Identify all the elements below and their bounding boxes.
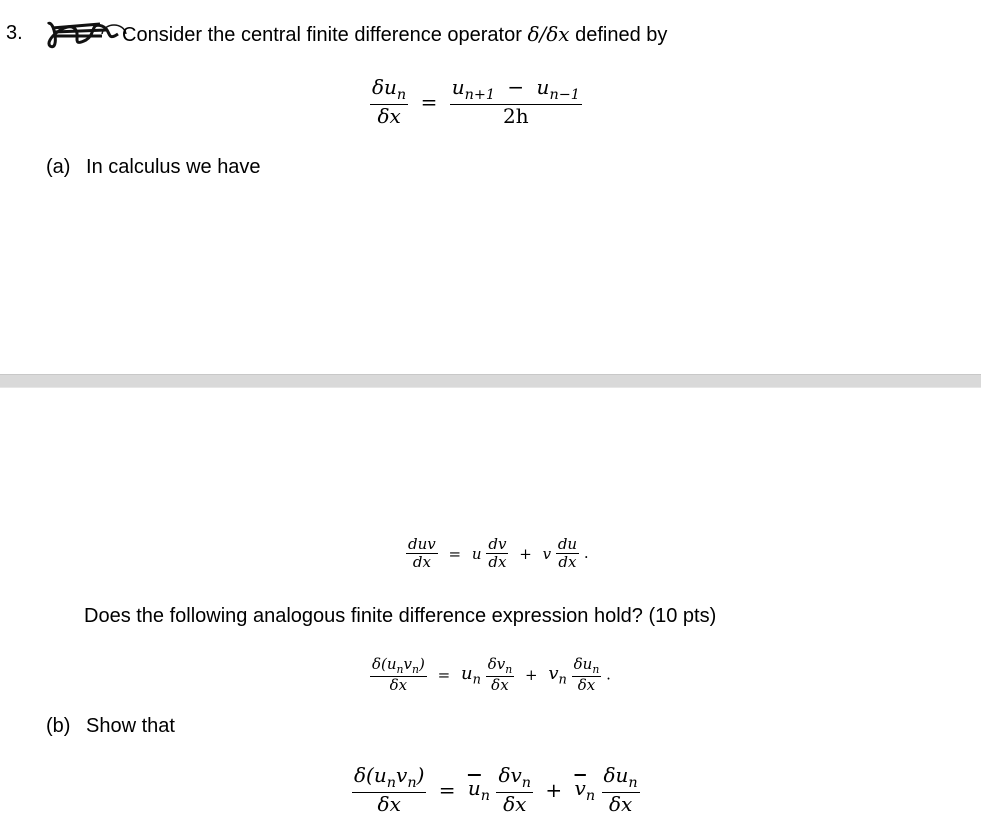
operator-symbol: δ/δx [527, 22, 570, 46]
part-a-text: In calculus we have [86, 156, 261, 178]
fd-product-rule-b: $\frac{\delta(u_nv_n)}{\delta x}$ = $\overline{u}_n$ $\frac{\delta v_n}{\delta x}$ + $\overline{v}_n$ $\frac{\delta u_n}{\delta x}$ [354, 763, 638, 816]
definition-lhs: $\frac{\delta u_n}{\delta x}$ [372, 75, 407, 128]
calculus-product-rule: $\frac{\text{duv}}{dx}$ = u $\frac{dv}{dx}$ + v $\frac{du}{dx}$ . [408, 535, 589, 572]
definition-rhs: $\frac{u_{n+1} - u_{n-1}}{2h}$ [451, 75, 580, 128]
equals-sign: = [420, 89, 438, 114]
page-divider [0, 374, 981, 388]
fd-product-rule-a: $\frac{\delta(u_nv_n)}{\delta x}$ = $u_n$ $\frac{\delta v_n}{\delta x}$ + $v_n$ $\frac{\delta u_n}{\delta x}$ . [372, 655, 611, 695]
part-a-label: (a) [46, 156, 71, 178]
intro-text: Consider the central finite difference operator [122, 24, 522, 46]
part-b-label: (b) [46, 715, 71, 737]
definition-equation [370, 76, 582, 128]
part-b-text: Show that [86, 715, 175, 737]
part-a-question: Does the following analogous finite difference expression hold? (10 pts) [84, 605, 717, 627]
scribble-mark-icon [40, 14, 130, 54]
problem-number: 3. [6, 22, 23, 44]
intro-tail: defined by [575, 24, 668, 46]
part-b-heading [46, 715, 175, 738]
problem-intro [122, 22, 667, 47]
part-a-heading [46, 156, 261, 179]
